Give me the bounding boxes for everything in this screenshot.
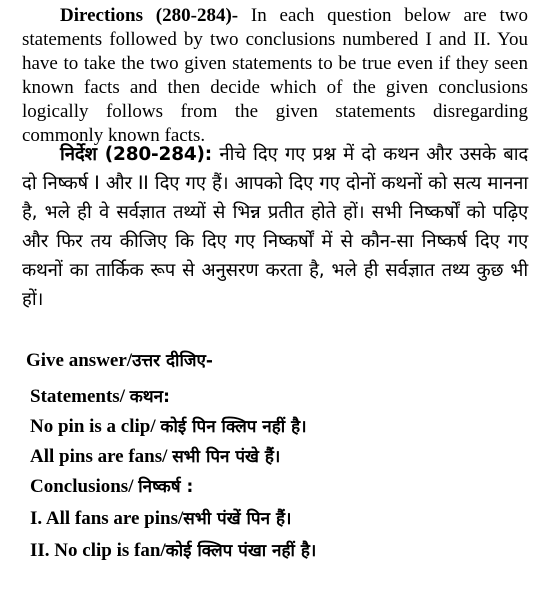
statement-2-english: All pins are fans/ <box>30 446 173 467</box>
statement-2-hindi: सभी पिन पंखे हैं। <box>172 447 281 467</box>
statement-1-hindi: कोई पिन क्लिप नहीं है। <box>160 417 307 437</box>
conclusions-heading-english: Conclusions/ <box>30 476 139 497</box>
directions-hindi <box>22 140 528 314</box>
statements-heading <box>30 384 170 408</box>
directions-label-hindi: निर्देश (280-284): <box>60 144 213 165</box>
conclusions-heading-hindi: निष्कर्ष : <box>138 477 194 497</box>
statement-1-english: No pin is a clip/ <box>30 416 161 437</box>
conclusion-2-hindi: कोई क्लिप पंखा नहीं है। <box>165 541 317 561</box>
conclusion-1-hindi: सभी पंखें पिन हैं। <box>183 509 292 529</box>
statements-heading-english: Statements/ <box>30 386 130 407</box>
directions-text-hindi: नीचे दिए गए प्रश्न में दो कथन और उसके बाद दो निष्कर्ष I और II दिए गए हैं। आपको दिए गए दोनों कथनों को सत्य मानना है, भले ही वे सर्वज्ञात तथ्यों से भिन्न प्रतीत होते हों। सभी निष्कर्षों को पढ़िए और फिर तय कीजिए कि दिए गए निष्कर्षों में से कौन-सा निष्कर्ष दिए गए कथनों का तार्किक रूप से अनुसरण करता है, भले ही सर्वज्ञात तथ्य कुछ भी हों। <box>22 144 529 310</box>
directions-english <box>22 4 528 148</box>
directions-label-english: Directions (280-284)- <box>60 5 239 26</box>
conclusion-1 <box>30 506 291 530</box>
conclusion-2 <box>30 538 316 562</box>
conclusion-2-english: II. No clip is fan/ <box>30 540 166 561</box>
conclusion-1-english: I. All fans are pins/ <box>30 508 184 529</box>
directions-text-english: In each question below are two statements followed by two conclusions numbered I and II. You have to take the two given statements to be true even if they seen known facts and then decide which of the given conclusions logically follows from the given statements disregarding commonly known facts. <box>22 5 528 146</box>
give-answer-english: Give answer/ <box>26 350 133 371</box>
conclusions-heading <box>30 474 193 498</box>
statement-1 <box>30 414 307 438</box>
statement-2 <box>30 444 280 468</box>
give-answer-line <box>26 348 213 372</box>
give-answer-hindi: उत्तर दीजिए- <box>132 351 213 371</box>
statements-heading-hindi: कथन: <box>129 387 170 407</box>
